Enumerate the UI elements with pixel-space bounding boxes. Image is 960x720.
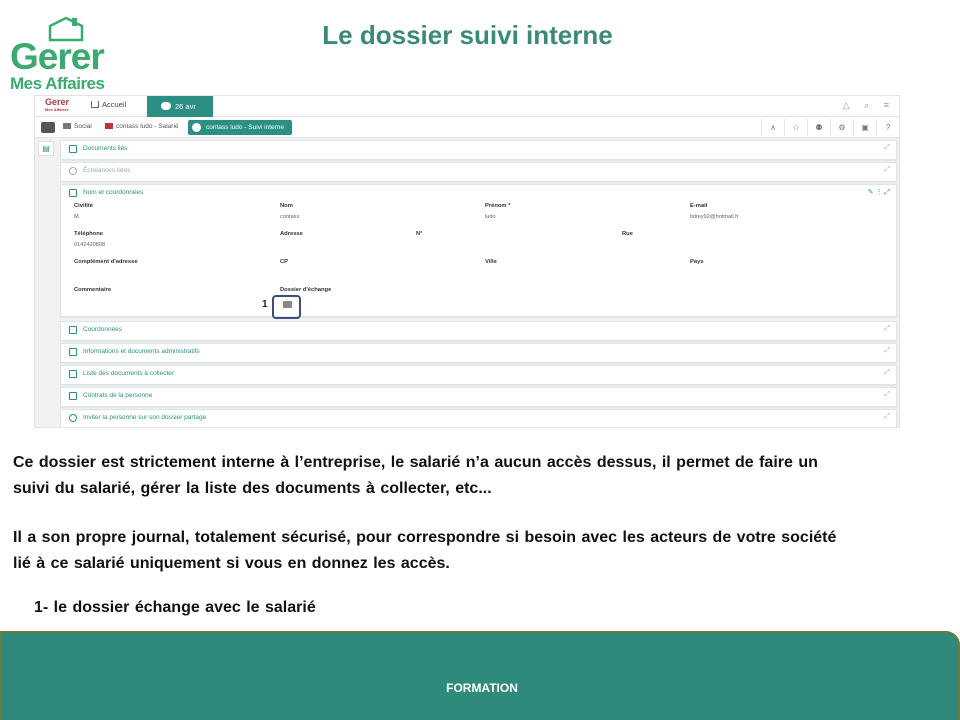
app-topbar [35, 96, 900, 117]
expand-icon[interactable]: ⤢ [884, 391, 890, 398]
calendar-icon[interactable]: ▣ [853, 119, 876, 136]
top-right-icons[interactable]: △ ⌕ ≡ [842, 100, 895, 110]
expand-icon[interactable]: ⤢ [884, 166, 890, 173]
breadcrumb [35, 117, 900, 138]
field-label-dossier-echange: Dossier d'échange [280, 287, 332, 293]
expand-icon[interactable]: ⤢ [884, 347, 890, 354]
paragraph-1-line-1: Ce dossier est strictement interne à l’entreprise, le salarié n’a aucun accès dessus, il permet de faire un [13, 454, 818, 471]
panel-infos-admin-title: Informations et documents administratifs [83, 348, 200, 355]
breadcrumb-social[interactable] [63, 123, 92, 130]
annotation-number: 1 [262, 299, 268, 310]
footer-label: FORMATION [446, 681, 518, 695]
field-label-cp: CP [280, 259, 289, 265]
document-side-icon[interactable]: ▤ [38, 141, 54, 156]
fields-grid [61, 203, 896, 315]
expand-icon[interactable]: ⤢ [884, 369, 890, 376]
help-icon[interactable]: ? [876, 119, 899, 136]
app-logo-line2: Mes Affaires [45, 107, 69, 112]
panel-documents-lies-title: Documents liés [83, 145, 128, 152]
field-label-pays: Pays [690, 259, 704, 265]
breadcrumb-salarie[interactable] [105, 123, 179, 130]
tab-26-avr-label: 26 avr [175, 102, 196, 111]
panel-infos-admin[interactable] [60, 343, 897, 363]
panel-contrats[interactable] [60, 387, 897, 407]
folder-icon [192, 123, 201, 132]
documents-icon [69, 370, 77, 378]
tab-accueil[interactable] [91, 100, 126, 109]
field-label-prenom: Prénom * [485, 203, 511, 209]
field-label-complement: Complément d'adresse [74, 259, 138, 265]
document-icon [69, 326, 77, 334]
breadcrumb-social-label: Social [74, 123, 92, 130]
logo-text-mes-affaires: Mes Affaires [10, 74, 105, 93]
panel-inviter[interactable] [60, 409, 897, 428]
gear-icon[interactable]: ⚙ [830, 119, 853, 136]
field-value-email[interactable]: tidrey92@hotmail.fr [690, 214, 739, 220]
tab-26-avr[interactable] [147, 96, 213, 117]
expand-icon[interactable]: ⤢ [884, 413, 890, 420]
paragraph-1 [13, 450, 818, 502]
field-label-ville: Ville [485, 259, 497, 265]
list-item-1: 1- le dossier échange avec le salarié [34, 599, 316, 616]
social-icon [63, 123, 71, 129]
field-label-telephone: Téléphone [74, 231, 103, 237]
expand-icon[interactable]: ⤢ [884, 325, 890, 332]
field-label-email: E-mail [690, 203, 708, 209]
app-screenshot [34, 95, 900, 428]
field-label-adresse: Adresse [280, 231, 303, 237]
contract-icon [69, 392, 77, 400]
paragraph-2-line-2: lié à ce salarié uniquement si vous en donnez les accès. [13, 555, 450, 572]
field-label-nom: Nom [280, 203, 293, 209]
salarie-icon [105, 123, 113, 129]
document-icon [69, 145, 77, 153]
panel-echeances-liees-title: Échéances liées [83, 167, 131, 174]
tab-accueil-label: Accueil [102, 100, 127, 109]
app-logo-line1: Gerer [45, 97, 70, 107]
panel-inviter-title: Inviter la personne sur son dossier partage [83, 414, 207, 421]
app-logo[interactable] [45, 98, 73, 115]
slide-title: Le dossier suivi interne [322, 20, 613, 50]
logo-text-gerer: Gerer [10, 36, 104, 77]
field-value-civilite[interactable]: M. [74, 214, 81, 220]
edit-more-expand-icons[interactable]: ✎ ⋮ ⤢ [867, 189, 890, 196]
field-value-telephone[interactable]: 0142420808 [74, 242, 106, 248]
panel-liste-documents[interactable] [60, 365, 897, 385]
annotation-highlight-box [272, 295, 301, 319]
field-value-prenom[interactable]: ludo [485, 214, 496, 220]
panel-echeances-liees[interactable] [60, 162, 897, 182]
panel-contrats-title: Contrats de la personne [83, 392, 153, 399]
user-add-icon [69, 414, 77, 422]
field-label-numero: N° [416, 231, 423, 237]
home-icon [91, 101, 99, 108]
breadcrumb-salarie-label: contass ludo - Salarié [116, 123, 179, 130]
breadcrumb-suivi-interne-label: contass ludo - Suivi interne [206, 124, 285, 131]
user-icon[interactable]: ⚉ [807, 119, 830, 136]
collapse-icon[interactable]: ∧ [761, 119, 784, 136]
field-value-nom[interactable]: contass [280, 214, 300, 220]
panel-documents-lies[interactable] [60, 140, 897, 160]
panel-nom-coordonnees-title: Nom et coordonnées [83, 189, 144, 196]
field-label-commentaire: Commentaire [74, 287, 112, 293]
paragraph-1-line-2: suivi du salarié, gérer la liste des documents à collecter, etc... [13, 480, 492, 497]
panel-coordonnees-title: Coordonnées [83, 326, 123, 333]
id-card-icon [69, 189, 77, 197]
id-card-icon [69, 348, 77, 356]
expand-icon[interactable]: ⤢ [884, 144, 890, 151]
folder-icon [161, 102, 171, 110]
paragraph-2-line-1: Il a son propre journal, totalement sécurisé, pour correspondre si besoin avec les acteurs de votre société [13, 529, 837, 546]
field-label-rue: Rue [622, 231, 633, 237]
briefcase-icon[interactable] [41, 122, 55, 133]
clock-icon [69, 167, 77, 175]
toolbar [761, 119, 899, 136]
field-label-civilite: Civilité [74, 203, 94, 209]
panel-nom-coordonnees [60, 184, 897, 317]
footer-banner [0, 631, 960, 720]
panel-liste-documents-title: Liste des documents à collecter [83, 370, 175, 377]
breadcrumb-suivi-interne[interactable] [188, 120, 292, 135]
star-icon[interactable]: ☆ [784, 119, 807, 136]
panel-coordonnees[interactable] [60, 321, 897, 341]
paragraph-2 [13, 525, 836, 577]
